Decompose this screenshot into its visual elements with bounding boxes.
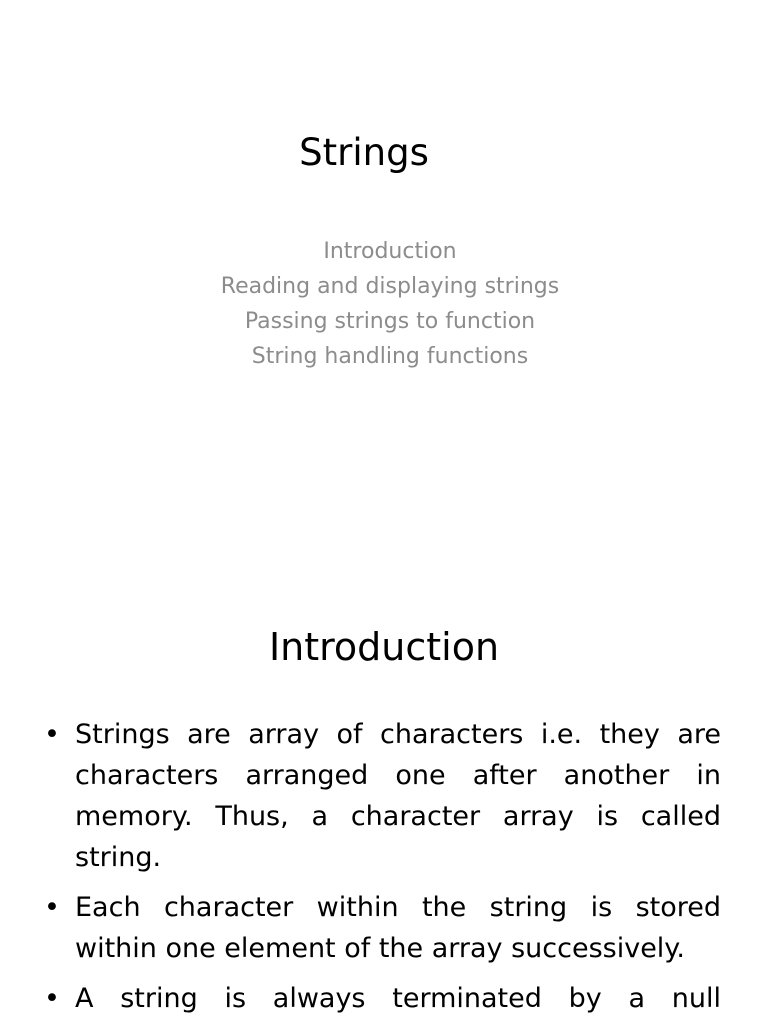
bullet-icon: • xyxy=(44,892,60,923)
section-heading: Introduction xyxy=(268,625,500,669)
topic-item: Passing strings to function xyxy=(244,309,536,334)
bullet-text: A string is always terminated by a null xyxy=(75,983,721,1014)
slide-title: Strings xyxy=(299,131,429,174)
bullet-text: Each character within the string is stored within one element of the array successively. xyxy=(75,892,721,964)
bullet-item xyxy=(40,978,721,1019)
topic-item: String handling functions xyxy=(251,344,529,369)
topic-item: Introduction xyxy=(323,239,457,264)
bullet-item xyxy=(40,887,721,969)
bullet-icon: • xyxy=(44,983,60,1014)
topic-list xyxy=(0,234,768,374)
bullet-text: Strings are array of characters i.e. they are characters arranged one after another in memory. Thus, a character array is called string. xyxy=(75,719,721,873)
topic-item: Reading and displaying strings xyxy=(220,274,560,299)
bullet-icon: • xyxy=(44,719,60,750)
bullet-list xyxy=(40,714,721,1028)
bullet-item xyxy=(40,714,721,878)
